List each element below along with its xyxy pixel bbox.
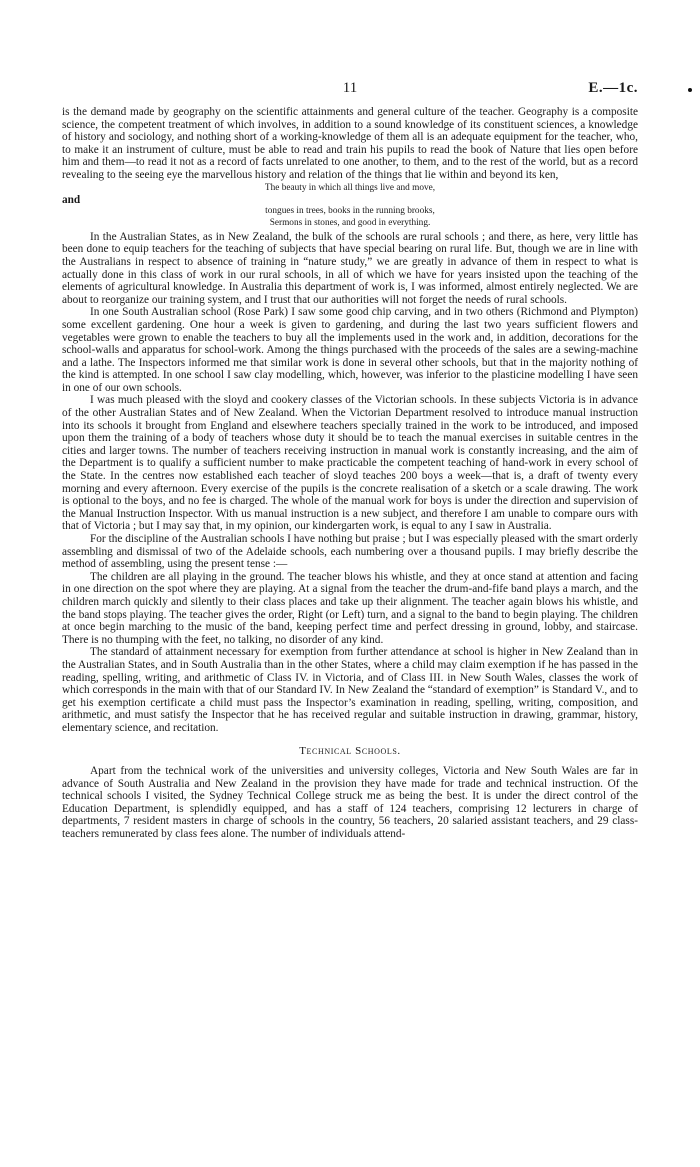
paragraph-geography: is the demand made by geography on the scientific attainments and general culture of the teacher. Geography is a composite science, the competent treatment of which involves, in addition to a sound knowledge of its constituent sciences, a knowledge of history and sociology, and nothing short of a working-knowledge of them all is an adequate equipment for the teacher, who, to make it an instrument of culture, must be able to read and train his pupils to read the book of Nature that lies open before him and them—to read it not as a record of facts unrelated to one another, to them, and to the rest of the world, but as a record revealing to the seeing eye the marvellous history and relation of the things that lie within and beyond its ken,	[62, 106, 638, 181]
document-body	[62, 106, 638, 841]
margin-mark	[688, 88, 692, 92]
quote-line: The beauty in which all things live and move,	[264, 182, 436, 193]
and-word: and	[62, 193, 81, 206]
paragraph-discipline: For the discipline of the Australian schools I have nothing but praise ; but I was especially pleased with the smart orderly assembling and dismissal of two of the Adelaide schools, each numbering over a thousand pupils. I may briefly describe the method of assembling, using the present tense :—	[62, 533, 638, 571]
paragraph-rural-schools: In the Australian States, as in New Zealand, the bulk of the schools are rural schools ; and there, as here, very little has been done to equip teachers for the teaching of subjects that have special bearing on rural life. But, though we are in line with the Australians in respect to absence of training in “nature study,” we are greatly in advance of them in respect to what is actually done in this class of work in our rural schools, in all of which we have for years insisted upon the teaching of the elements of agricultural knowledge. In Australia this department of work is, I was informed, almost entirely neglected. We are about to reorganize our training system, and I trust that our authorities will not forget the needs of rural schools.	[62, 230, 638, 306]
paragraph-exemption: The standard of attainment necessary for exemption from further attendance at school is higher in New Zealand than in the Australian States, and in South Australia than in the other States, where a child may claim exemption if he has passed in the reading, spelling, writing, and arithmetic of Class IV. in Victoria, and of Class III. in New South Wales, classes the work of which corresponds in the main with that of our Standard IV. In New Zealand the “standard of exemption” is Standard V., and to get his exemption certificate a child must pass the Inspector’s examination in reading, spelling, writing, composition, and arithmetic, and must satisfy the Inspector that he has received regular and suitable instruction in drawing, grammar, history, elementary science, and recitation.	[62, 646, 638, 734]
section-title: Technical Schools.	[299, 744, 401, 757]
paragraph-sloyd: I was much pleased with the sloyd and cookery classes of the Victorian schools. In these subjects Victoria is in advance of the other Australian States and of New Zealand. When the Victorian Department resolved to introduce manual instruction into its schools it brought from England and elsewhere teachers specially trained in the work to be introduced, and imposed upon them the training of a body of teachers whose duty it should be to teach the manual exercises in suitable centres in the cities and larger towns. The number of teachers receiving instruction in manual work is constantly increasing, and the aim of the Department is to qualify a sufficient number to make practicable the competent teaching of hand-work in every school of the State. In the centres now established each teacher of sloyd teaches 200 boys a week—that is, a draft of twenty every morning and every afternoon. Every exercise of the pupils is the concrete realisation of a sketch or a scale drawing. The work is optional to the boys, and no fee is charged. The whole of the manual work for boys is under the direction and supervision of the Manual Instruction Inspector. With us manual instruction is a new subject, and therefore I am unable to compare ours with that of Victoria ; but I may say that, in my opinion, our kindergarten work, is equal to any I saw in Australia.	[62, 394, 638, 533]
paragraph-assembly: The children are all playing in the ground. The teacher blows his whistle, and they at once stand at attention and facing in one direction on the spot where they are playing. At a signal from the teacher the drum-and-fife band plays a march, and the children march quickly and silently to their class places and take up their alignment. The teacher again blows his whistle, and the band stops playing. The teacher gives the order, Right (or Left) turn, and a signal to the band to begin playing. The children at once begin marching to the music of the band, keeping perfect time and perfect dressing in ground, lobby, and staircase. There is no thumping with the feet, no talking, no disorder of any kind.	[62, 570, 638, 646]
page-header	[62, 80, 638, 102]
quote-line: Sermons in stones, and good in everything.	[269, 217, 431, 228]
and-connector	[62, 194, 638, 207]
document-reference: E.—1c.	[588, 80, 638, 96]
page-number: 11	[342, 80, 358, 96]
paragraph-technical: Apart from the technical work of the universities and university colleges, Victoria and New South Wales are far in advance of South Australia and New Zealand in the provision they have made for trade and technical instruction. Of the technical schools I visited, the Sydney Technical College struck me as being the best. It is under the direct control of the Education Department, is splendidly equipped, and has a staff of 124 teachers, comprising 12 lecturers in charge of departments, 7 resident masters in charge of schools in the country, 56 teachers, 20 salaried assistant teachers, and 29 class-teachers remunerated by class fees alone. The number of individuals attend-	[62, 765, 638, 841]
quote-line: tongues in trees, books in the running brooks,	[265, 206, 435, 217]
paragraph-gardening: In one South Australian school (Rose Park) I saw some good chip carving, and in two others (Richmond and Plympton) some excellent gardening. One hour a week is given to gardening, and during the last two years sufficient flowers and vegetables were grown to enable the teachers to buy all the implements used in the work and, in addition, decorations for the school-walls and apparatus for school-work. Among the things purchased with the proceeds of the sales are a sewing-machine and a lathe. The Inspectors informed me that similar work is done in several other schools, but that in the majority nothing of the kind is attempted. In one school I saw clay modelling, which, however, was inferior to the plasticine modelling I have seen in one of our own schools.	[62, 306, 638, 394]
